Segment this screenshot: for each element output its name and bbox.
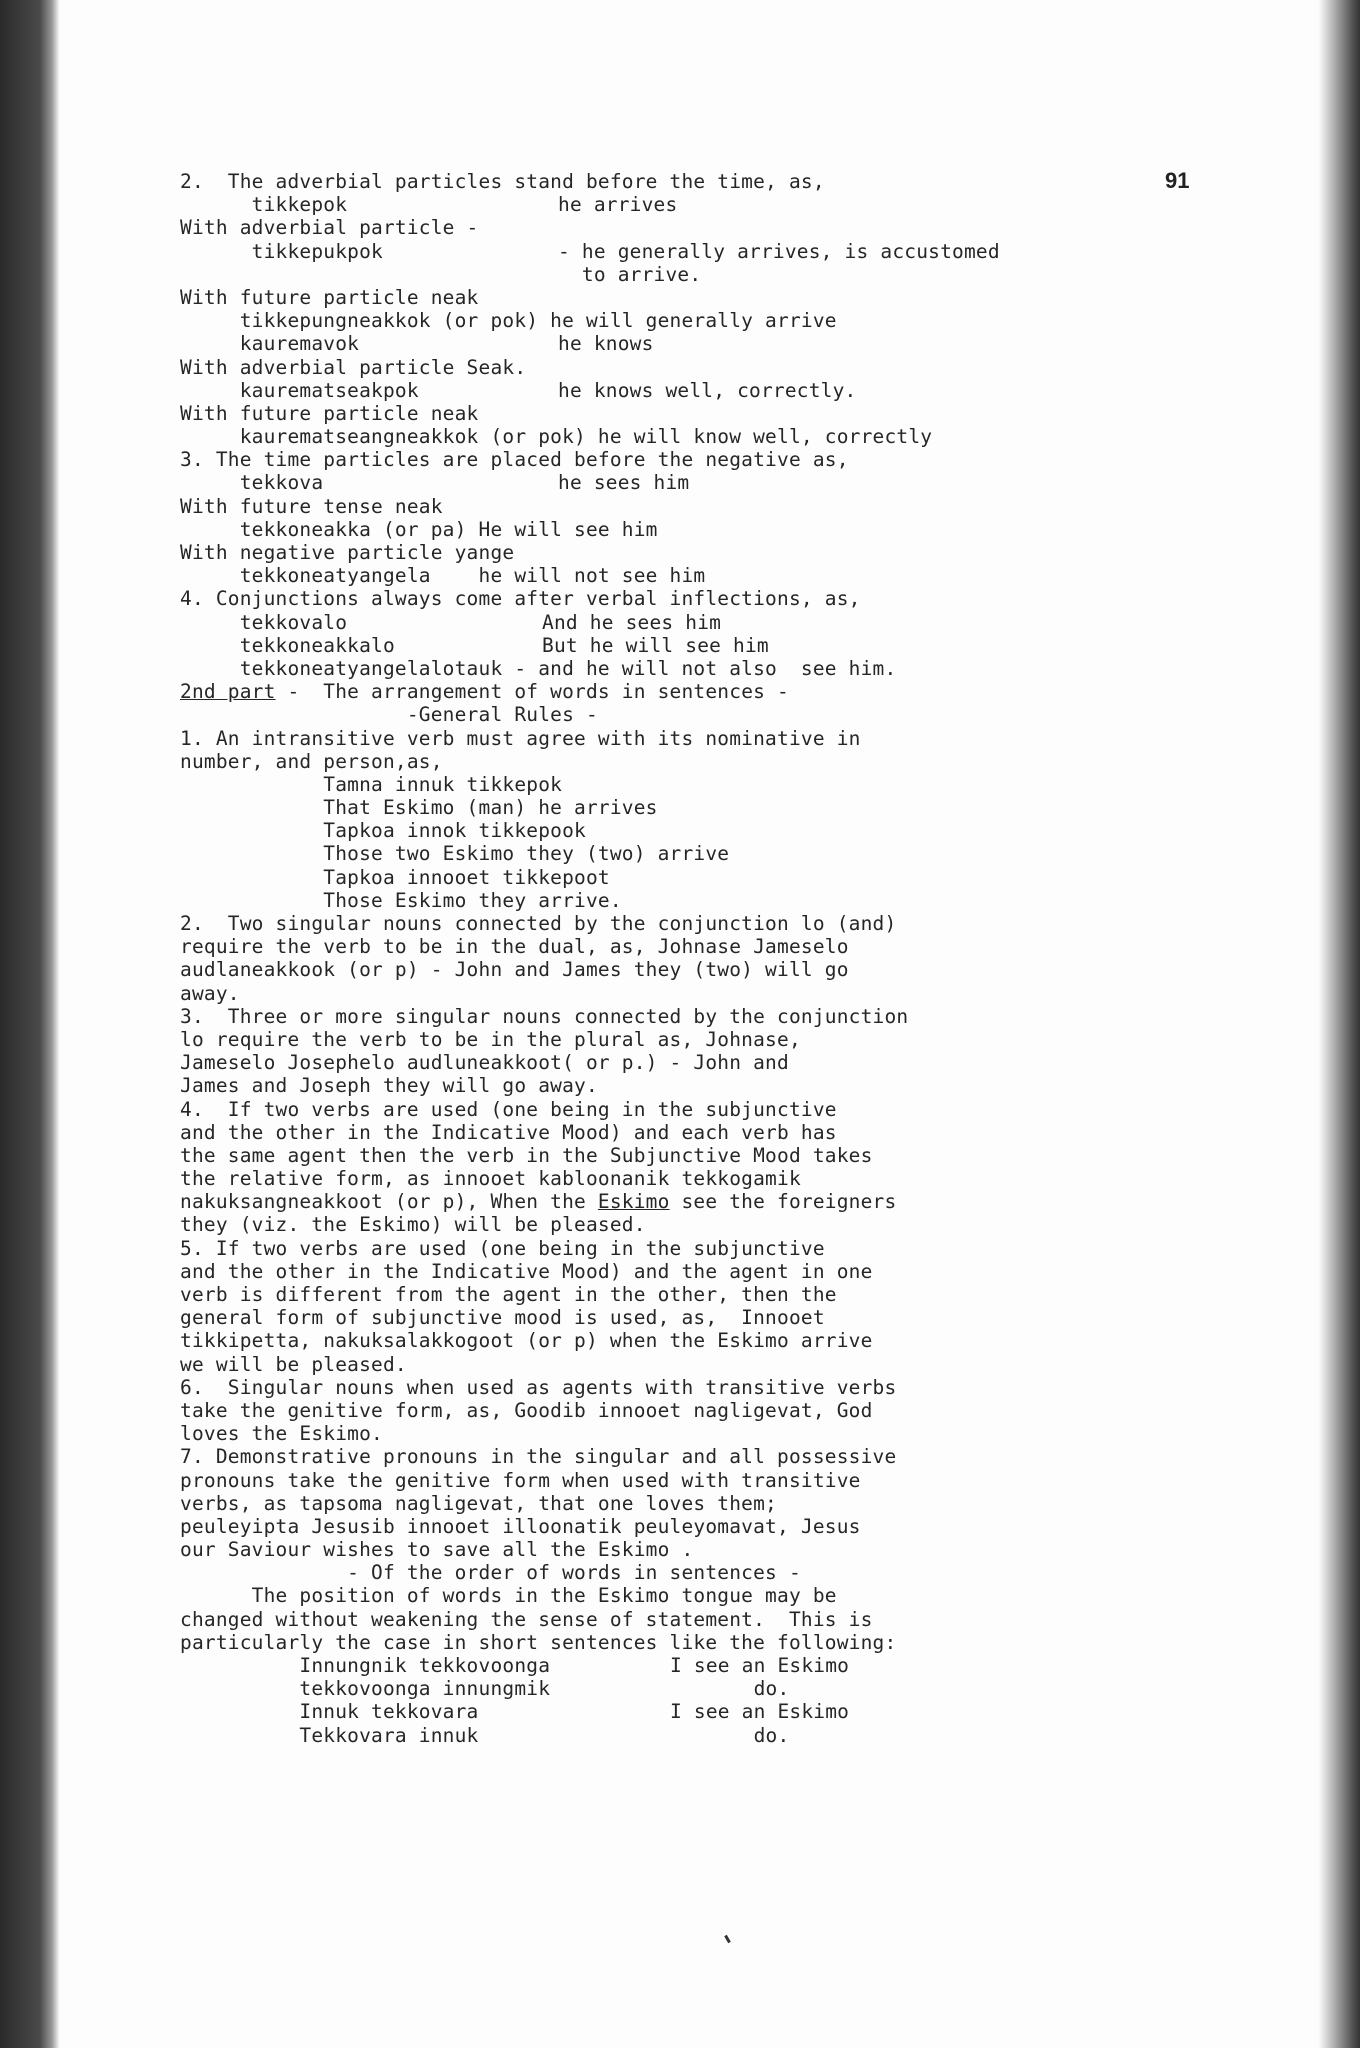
line-term: kauremavok <box>180 332 360 356</box>
line-text: tekkoneakka (or pa) He will see him <box>180 517 658 541</box>
text-line <box>180 332 1180 355</box>
text-line <box>180 1515 1180 1538</box>
text-line <box>180 1724 1180 1747</box>
line-text: 4. Conjunctions always come after verbal inflections, as, <box>180 587 861 611</box>
line-text: peuleyipta Jesusib innooet illoonatik peuleyomavat, Jesus <box>180 1514 861 1538</box>
text-line <box>180 1399 1180 1422</box>
line-gloss: I see an Eskimo <box>670 1654 850 1677</box>
text-line <box>180 819 1180 842</box>
underlined-text: Eskimo <box>597 1190 670 1214</box>
underlined-text: 2nd part <box>180 680 276 704</box>
text-line <box>180 1353 1180 1376</box>
text-line <box>180 402 1180 425</box>
line-text: Tapkoa innok tikkepook <box>180 819 586 843</box>
line-gloss: he knows <box>558 332 654 356</box>
line-term: Innuk tekkovara <box>180 1700 479 1724</box>
text-line <box>180 958 1180 981</box>
line-text: verb is different from the agent in the other, then the <box>180 1283 837 1306</box>
line-gloss: he knows well, correctly. <box>558 378 857 402</box>
scan-right-edge <box>1318 0 1360 2048</box>
line-text: kaurematseangneakkok (or pok) he will know well, correctly <box>180 425 933 449</box>
line-gloss: to arrive. <box>558 262 702 286</box>
text-line <box>180 1561 1180 1584</box>
text-line <box>180 680 1180 703</box>
line-text: 6. Singular nouns when used as agents with transitive verbs <box>180 1375 897 1399</box>
text-line <box>180 1329 1180 1352</box>
line-text: tikkepungneakkok (or pok) he will generally arrive <box>180 309 837 333</box>
text-line <box>180 1167 1180 1190</box>
text-line <box>180 912 1180 935</box>
scan-binding-edge <box>0 0 60 2048</box>
text-line <box>180 564 1180 587</box>
line-text: number, and person,as, <box>180 749 443 773</box>
text-line <box>180 425 1180 448</box>
text-line <box>180 1608 1180 1631</box>
text-line <box>180 356 1180 379</box>
text-line <box>180 657 1180 680</box>
line-gloss: he arrives <box>558 193 678 217</box>
line-text: Tamna innuk tikkepok <box>180 772 563 796</box>
text-line <box>180 240 1180 263</box>
line-text: 3. The time particles are placed before the negative as, <box>180 448 849 472</box>
text-line <box>180 309 1180 332</box>
text-line <box>180 1213 1180 1236</box>
line-text: and the other in the Indicative Mood) and each verb has <box>180 1120 837 1144</box>
text-line <box>180 1376 1180 1399</box>
line-text: tekkoneatyangelalotauk - and he will not also see him. <box>180 656 897 680</box>
text-line <box>180 1584 1180 1607</box>
line-text: the relative form, as innooet kabloonanik tekkogamik <box>180 1167 801 1191</box>
text-line <box>180 1422 1180 1445</box>
line-text: tikkipetta, nakuksalakkogoot (or p) when the Eskimo arrive <box>180 1329 873 1353</box>
text-line <box>180 170 1180 193</box>
line-text: 4. If two verbs are used (one being in the subjunctive <box>180 1097 837 1121</box>
line-text: general form of subjunctive mood is used, as, Innooet <box>180 1306 825 1330</box>
line-term: tikkepukpok <box>180 239 383 263</box>
line-text: With adverbial particle - <box>180 216 479 240</box>
line-text: Those two Eskimo they (two) arrive <box>180 842 730 866</box>
line-text: our Saviour wishes to save all the Eskimo . <box>180 1538 694 1562</box>
line-term: tekkovalo <box>180 610 348 634</box>
line-text: Those Eskimo they arrive. <box>180 888 622 912</box>
line-text: -General Rules - <box>180 703 598 727</box>
text-line <box>180 634 1180 657</box>
text-line <box>180 1260 1180 1283</box>
line-text: With future tense neak <box>180 494 443 518</box>
line-text: pronouns take the genitive form when used with transitive <box>180 1468 861 1492</box>
line-text: nakuksangneakkoot (or p), When the Eskimo see the foreigners <box>180 1190 897 1214</box>
line-gloss: - he generally arrives, is accustomed <box>558 239 1000 263</box>
text-line <box>180 1190 1180 1213</box>
line-text: Jameselo Josephelo audluneakkoot( or p.) - John and <box>180 1051 789 1075</box>
text-line <box>180 1121 1180 1144</box>
line-gloss: And he sees him <box>542 610 722 634</box>
line-text: we will be pleased. <box>180 1352 407 1376</box>
text-line <box>180 773 1180 796</box>
text-line <box>180 541 1180 564</box>
line-term: tekkovoonga innungmik <box>180 1677 551 1701</box>
line-text: changed without weakening the sense of statement. This is <box>180 1607 873 1631</box>
line-text: tekkoneatyangela he will not see him <box>180 564 706 588</box>
text-line <box>180 611 1180 634</box>
line-text: With negative particle yange <box>180 541 515 564</box>
line-text: and the other in the Indicative Mood) and the agent in one <box>180 1259 873 1283</box>
line-text: - Of the order of words in sentences - <box>180 1561 801 1585</box>
line-text: Tapkoa innooet tikkepoot <box>180 865 610 889</box>
text-line <box>180 1492 1180 1515</box>
line-text: 1. An intransitive verb must agree with its nominative in <box>180 726 861 750</box>
document-body <box>180 170 1180 1747</box>
line-text: With future particle neak <box>180 285 479 309</box>
text-line <box>180 1445 1180 1468</box>
line-text: loves the Eskimo. <box>180 1422 383 1446</box>
line-text: 2nd part - The arrangement of words in sentences - <box>180 680 789 704</box>
text-line <box>180 1677 1180 1700</box>
line-text: 5. If two verbs are used (one being in the subjunctive <box>180 1236 825 1260</box>
text-line <box>180 1700 1180 1723</box>
line-term: kaurematseakpok <box>180 378 419 402</box>
text-line <box>180 587 1180 610</box>
line-text: take the genitive form, as, Goodib innooet nagligevat, God <box>180 1398 873 1422</box>
text-line <box>180 379 1180 402</box>
text-line <box>180 1144 1180 1167</box>
text-line <box>180 1028 1180 1051</box>
line-text: require the verb to be in the dual, as, Johnase Jameselo <box>180 935 849 959</box>
text-line <box>180 1283 1180 1306</box>
text-line <box>180 866 1180 889</box>
text-line <box>180 1237 1180 1260</box>
line-text: 7. Demonstrative pronouns in the singular and all possessive <box>180 1445 897 1469</box>
line-text: 2. The adverbial particles stand before the time, as, <box>180 170 825 193</box>
text-line <box>180 495 1180 518</box>
text-line <box>180 703 1180 726</box>
text-line <box>180 471 1180 494</box>
text-line <box>180 286 1180 309</box>
text-line <box>180 216 1180 239</box>
line-text: lo require the verb to be in the plural as, Johnase, <box>180 1027 801 1051</box>
line-text: 3. Three or more singular nouns connected by the conjunction <box>180 1004 909 1028</box>
line-text: With future particle neak <box>180 401 479 425</box>
text-line <box>180 1654 1180 1677</box>
line-text: 2. Two singular nouns connected by the conjunction lo (and) <box>180 912 897 935</box>
line-gloss: I see an Eskimo <box>670 1700 850 1724</box>
text-line <box>180 1005 1180 1028</box>
line-term: tikkepok <box>180 193 348 217</box>
page-number: 91 <box>1165 168 1190 193</box>
line-gloss: do. <box>670 1677 790 1701</box>
text-line <box>180 1098 1180 1121</box>
text-line <box>180 1074 1180 1097</box>
line-term: Tekkovara innuk <box>180 1723 479 1747</box>
text-line <box>180 518 1180 541</box>
text-line <box>180 842 1180 865</box>
line-text: the same agent then the verb in the Subjunctive Mood takes <box>180 1143 873 1167</box>
line-text: away. <box>180 981 240 1005</box>
line-text: particularly the case in short sentences like the following: <box>180 1630 897 1654</box>
line-text: The position of words in the Eskimo tongue may be <box>180 1584 837 1608</box>
line-text: they (viz. the Eskimo) will be pleased. <box>180 1213 646 1237</box>
text-line <box>180 1051 1180 1074</box>
line-text: verbs, as tapsoma nagligevat, that one loves them; <box>180 1491 777 1515</box>
line-term: tekkova <box>180 471 324 495</box>
text-line <box>180 982 1180 1005</box>
text-line <box>180 889 1180 912</box>
text-line <box>180 1538 1180 1561</box>
text-line <box>180 1469 1180 1492</box>
line-term: tekkoneakkalo <box>180 633 395 657</box>
text-line <box>180 727 1180 750</box>
text-line <box>180 448 1180 471</box>
text-line <box>180 796 1180 819</box>
line-term: Innungnik tekkovoonga <box>180 1654 551 1677</box>
line-gloss: But he will see him <box>542 633 769 657</box>
line-text: audlaneakkook (or p) - John and James they (two) will go <box>180 958 849 982</box>
line-text: That Eskimo (man) he arrives <box>180 796 658 820</box>
text-line <box>180 1631 1180 1654</box>
line-text: With adverbial particle Seak. <box>180 355 527 379</box>
line-text: James and Joseph they will go away. <box>180 1074 598 1098</box>
text-line <box>180 935 1180 958</box>
text-line <box>180 193 1180 216</box>
text-line <box>180 750 1180 773</box>
text-line <box>180 1306 1180 1329</box>
line-gloss: do. <box>670 1723 790 1747</box>
line-gloss: he sees him <box>558 471 690 495</box>
text-line <box>180 263 1180 286</box>
